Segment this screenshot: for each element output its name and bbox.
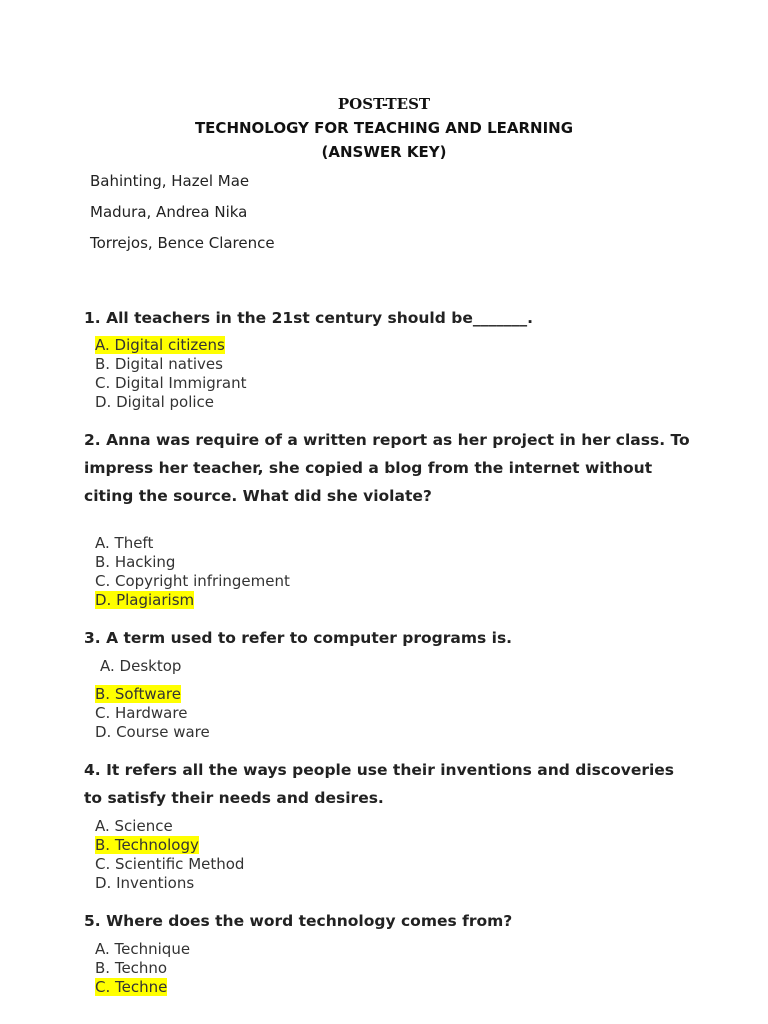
- q5-option-a: A. Technique: [95, 940, 191, 958]
- q3-option-b: [95, 685, 181, 704]
- q5-option-b: B. Techno: [95, 959, 168, 977]
- author-1: Bahinting, Hazel Mae: [90, 172, 250, 190]
- document-subtitle: TECHNOLOGY FOR TEACHING AND LEARNING: [194, 119, 574, 137]
- answer-highlight: B. Technology: [95, 836, 199, 854]
- question-1: 1. All teachers in the 21st century should be_______.: [84, 309, 533, 327]
- q3-option-c: C. Hardware: [95, 704, 188, 722]
- answer-highlight: B. Software: [95, 685, 181, 703]
- q2-option-d: [95, 591, 194, 610]
- question-5: 5. Where does the word technology comes from?: [84, 912, 513, 930]
- question-3: 3. A term used to refer to computer programs is.: [84, 629, 513, 647]
- question-2: 2. Anna was require of a written report as her project in her class. To impress her teacher, she copied a blog from the internet without citing the source. What did she violate?: [84, 431, 690, 505]
- q4-option-d: D. Inventions: [95, 874, 195, 892]
- q4-option-a: A. Science: [95, 817, 173, 835]
- q2-option-b: B. Hacking: [95, 553, 176, 571]
- q3-option-d: D. Course ware: [95, 723, 210, 741]
- answer-key-label: (ANSWER KEY): [321, 143, 447, 161]
- q4-option-b: [95, 836, 199, 855]
- author-2: Madura, Andrea Nika: [90, 203, 248, 221]
- q1-option-a: [95, 336, 225, 355]
- title-block: [0, 92, 768, 164]
- answer-highlight: C. Techne: [95, 978, 168, 996]
- answer-highlight: D. Plagiarism: [95, 591, 195, 609]
- q1-option-b: B. Digital natives: [95, 355, 223, 373]
- q2-option-c: C. Copyright infringement: [95, 572, 290, 590]
- q4-option-c: C. Scientific Method: [95, 855, 245, 873]
- q2-option-a: A. Theft: [95, 534, 154, 552]
- author-3: Torrejos, Bence Clarence: [90, 234, 275, 252]
- answer-highlight: A. Digital citizens: [95, 336, 225, 354]
- q1-option-c: C. Digital Immigrant: [95, 374, 247, 392]
- question-4: 4. It refers all the ways people use their inventions and discoveries to satisfy their needs and desires.: [84, 761, 675, 807]
- document-title: POST-TEST: [337, 95, 431, 113]
- q1-option-d: D. Digital police: [95, 393, 215, 411]
- q5-option-c: [95, 978, 167, 997]
- q3-option-a: A. Desktop: [100, 657, 182, 675]
